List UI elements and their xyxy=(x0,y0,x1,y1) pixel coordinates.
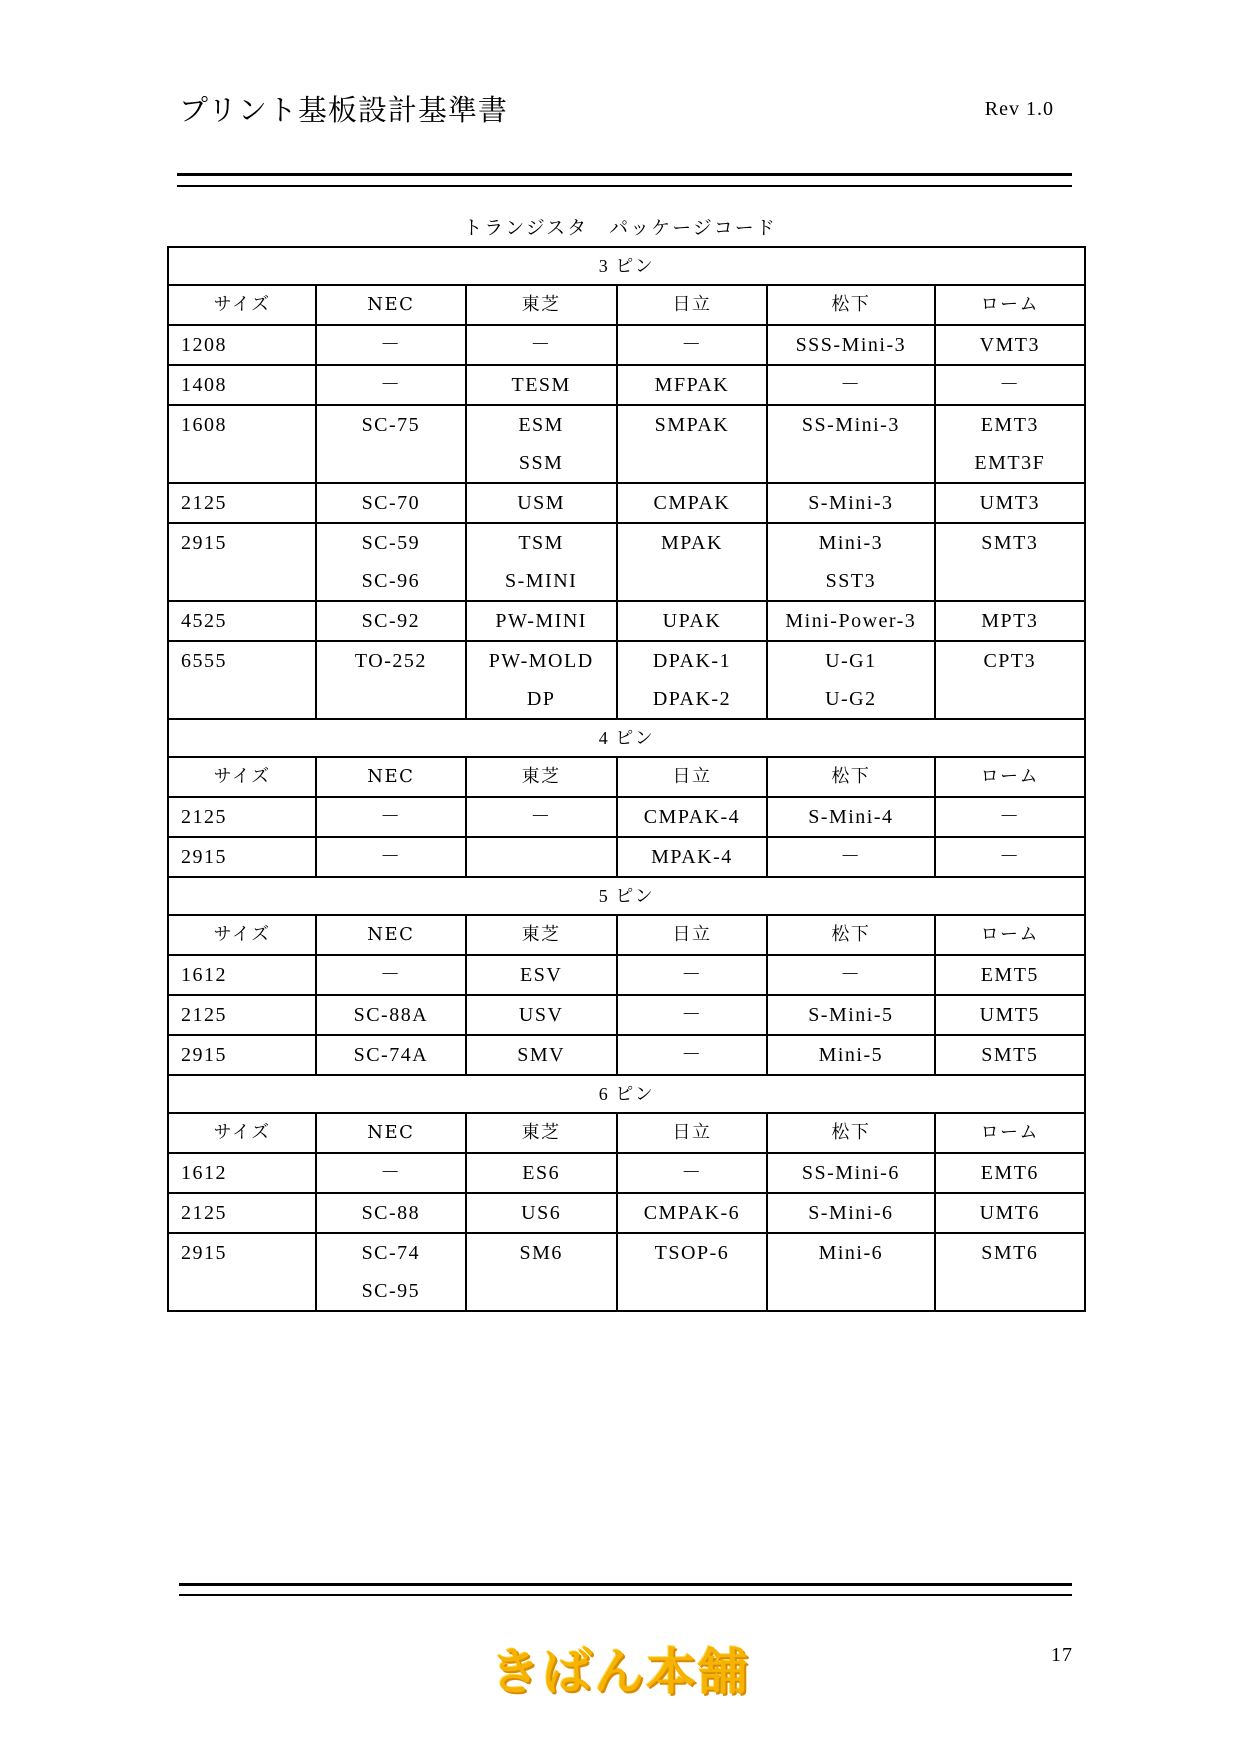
cell-rohm: UMT3 xyxy=(935,483,1085,523)
cell-toshiba: SM6 xyxy=(466,1233,617,1311)
cell-hitachi: CMPAK-4 xyxy=(617,797,767,837)
section-title: 6 ピン xyxy=(168,1075,1085,1113)
cell-hitachi: － xyxy=(617,1153,767,1193)
cell-toshiba: － xyxy=(466,797,617,837)
cell-size: 2125 xyxy=(168,995,316,1035)
cell-rohm: VMT3 xyxy=(935,325,1085,365)
cell-size: 2125 xyxy=(168,1193,316,1233)
cell-nec: TO-252 xyxy=(316,641,465,719)
cell-size: 2915 xyxy=(168,1035,316,1075)
cell-toshiba: TESM xyxy=(466,365,617,405)
section-title: 3 ピン xyxy=(168,247,1085,285)
table-row xyxy=(168,1153,1085,1193)
cell-hitachi: MPAK xyxy=(617,523,767,601)
table-row xyxy=(168,641,1085,719)
revision-label: Rev 1.0 xyxy=(984,98,1054,120)
section-row xyxy=(168,1075,1085,1113)
cell-rohm: UMT5 xyxy=(935,995,1085,1035)
cell-rohm: － xyxy=(935,365,1085,405)
table-row xyxy=(168,601,1085,641)
column-header-toshiba: 東芝 xyxy=(466,285,617,325)
cell-toshiba: ESV xyxy=(466,955,617,995)
cell-matsushita: SS-Mini-6 xyxy=(767,1153,935,1193)
cell-toshiba: － xyxy=(466,325,617,365)
cell-nec: － xyxy=(316,365,465,405)
section-row xyxy=(168,877,1085,915)
column-header-row xyxy=(168,915,1085,955)
table-row xyxy=(168,1035,1085,1075)
cell-nec: SC-59 SC-96 xyxy=(316,523,465,601)
column-header-toshiba: 東芝 xyxy=(466,1113,617,1153)
column-header-toshiba: 東芝 xyxy=(466,757,617,797)
column-header-size: サイズ xyxy=(168,915,316,955)
cell-size: 1612 xyxy=(168,1153,316,1193)
cell-rohm: － xyxy=(935,797,1085,837)
cell-nec: － xyxy=(316,955,465,995)
cell-matsushita: S-Mini-4 xyxy=(767,797,935,837)
column-header-size: サイズ xyxy=(168,1113,316,1153)
cell-matsushita: Mini-Power-3 xyxy=(767,601,935,641)
kiban-honpo-logo: きばん本舗 xyxy=(490,1643,750,1701)
cell-hitachi: UPAK xyxy=(617,601,767,641)
cell-matsushita: SSS-Mini-3 xyxy=(767,325,935,365)
cell-matsushita: S-Mini-6 xyxy=(767,1193,935,1233)
page-number: 17 xyxy=(1051,1644,1073,1666)
table-row xyxy=(168,955,1085,995)
cell-hitachi: CMPAK-6 xyxy=(617,1193,767,1233)
column-header-nec: NEC xyxy=(316,285,465,325)
cell-toshiba: US6 xyxy=(466,1193,617,1233)
cell-size: 6555 xyxy=(168,641,316,719)
cell-nec: SC-92 xyxy=(316,601,465,641)
column-header-matsushita: 松下 xyxy=(767,285,935,325)
cell-toshiba: USM xyxy=(466,483,617,523)
column-header-rohm: ローム xyxy=(935,757,1085,797)
cell-toshiba: ES6 xyxy=(466,1153,617,1193)
cell-hitachi: － xyxy=(617,1035,767,1075)
cell-rohm: EMT6 xyxy=(935,1153,1085,1193)
cell-rohm: CPT3 xyxy=(935,641,1085,719)
section-row xyxy=(168,247,1085,285)
cell-rohm: MPT3 xyxy=(935,601,1085,641)
cell-hitachi: MPAK-4 xyxy=(617,837,767,877)
cell-matsushita: Mini-5 xyxy=(767,1035,935,1075)
table-row xyxy=(168,797,1085,837)
table-row xyxy=(168,365,1085,405)
footer-rule-top xyxy=(179,1583,1072,1586)
column-header-row xyxy=(168,1113,1085,1153)
cell-nec: － xyxy=(316,325,465,365)
cell-nec: SC-88A xyxy=(316,995,465,1035)
cell-matsushita: U-G1 U-G2 xyxy=(767,641,935,719)
section-title: 4 ピン xyxy=(168,719,1085,757)
table-row xyxy=(168,837,1085,877)
cell-rohm: EMT3 EMT3F xyxy=(935,405,1085,483)
cell-rohm: SMT3 xyxy=(935,523,1085,601)
cell-toshiba xyxy=(466,837,617,877)
column-header-row xyxy=(168,285,1085,325)
cell-size: 1408 xyxy=(168,365,316,405)
cell-matsushita: S-Mini-5 xyxy=(767,995,935,1035)
footer-rule-bottom xyxy=(179,1594,1072,1596)
cell-toshiba: USV xyxy=(466,995,617,1035)
column-header-rohm: ローム xyxy=(935,285,1085,325)
column-header-nec: NEC xyxy=(316,915,465,955)
section-row xyxy=(168,719,1085,757)
column-header-hitachi: 日立 xyxy=(617,285,767,325)
cell-toshiba: ESM SSM xyxy=(466,405,617,483)
cell-nec: SC-74A xyxy=(316,1035,465,1075)
cell-size: 1608 xyxy=(168,405,316,483)
column-header-nec: NEC xyxy=(316,1113,465,1153)
cell-size: 2915 xyxy=(168,523,316,601)
table-row xyxy=(168,325,1085,365)
column-header-hitachi: 日立 xyxy=(617,757,767,797)
cell-toshiba: TSM S-MINI xyxy=(466,523,617,601)
cell-rohm: SMT5 xyxy=(935,1035,1085,1075)
cell-size: 1208 xyxy=(168,325,316,365)
table-row xyxy=(168,405,1085,483)
table-caption: トランジスタ パッケージコード xyxy=(463,217,777,239)
column-header-rohm: ローム xyxy=(935,1113,1085,1153)
document-title: プリント基板設計基準書 xyxy=(179,93,508,127)
table-row xyxy=(168,995,1085,1035)
cell-rohm: － xyxy=(935,837,1085,877)
column-header-matsushita: 松下 xyxy=(767,1113,935,1153)
cell-toshiba: SMV xyxy=(466,1035,617,1075)
column-header-hitachi: 日立 xyxy=(617,915,767,955)
cell-matsushita: Mini-3 SST3 xyxy=(767,523,935,601)
cell-size: 2915 xyxy=(168,1233,316,1311)
package-table-body xyxy=(168,247,1085,1311)
column-header-toshiba: 東芝 xyxy=(466,915,617,955)
cell-hitachi: SMPAK xyxy=(617,405,767,483)
cell-hitachi: CMPAK xyxy=(617,483,767,523)
cell-matsushita: － xyxy=(767,365,935,405)
cell-matsushita: － xyxy=(767,837,935,877)
cell-hitachi: TSOP-6 xyxy=(617,1233,767,1311)
column-header-hitachi: 日立 xyxy=(617,1113,767,1153)
cell-hitachi: － xyxy=(617,955,767,995)
cell-size: 1612 xyxy=(168,955,316,995)
cell-matsushita: － xyxy=(767,955,935,995)
cell-matsushita: SS-Mini-3 xyxy=(767,405,935,483)
column-header-size: サイズ xyxy=(168,757,316,797)
cell-toshiba: PW-MOLD DP xyxy=(466,641,617,719)
package-code-table xyxy=(167,246,1086,1312)
cell-size: 2915 xyxy=(168,837,316,877)
cell-hitachi: DPAK-1 DPAK-2 xyxy=(617,641,767,719)
cell-nec: SC-75 xyxy=(316,405,465,483)
table-row xyxy=(168,1233,1085,1311)
column-header-matsushita: 松下 xyxy=(767,915,935,955)
header-rule-bottom xyxy=(177,185,1072,187)
cell-nec: － xyxy=(316,837,465,877)
column-header-nec: NEC xyxy=(316,757,465,797)
cell-nec: － xyxy=(316,797,465,837)
section-title: 5 ピン xyxy=(168,877,1085,915)
column-header-row xyxy=(168,757,1085,797)
cell-nec: SC-88 xyxy=(316,1193,465,1233)
column-header-rohm: ローム xyxy=(935,915,1085,955)
cell-nec: － xyxy=(316,1153,465,1193)
table-row xyxy=(168,523,1085,601)
cell-size: 2125 xyxy=(168,483,316,523)
cell-matsushita: S-Mini-3 xyxy=(767,483,935,523)
cell-rohm: EMT5 xyxy=(935,955,1085,995)
column-header-size: サイズ xyxy=(168,285,316,325)
header-rule-top xyxy=(177,173,1072,176)
table-row xyxy=(168,483,1085,523)
cell-rohm: SMT6 xyxy=(935,1233,1085,1311)
cell-toshiba: PW-MINI xyxy=(466,601,617,641)
cell-size: 2125 xyxy=(168,797,316,837)
cell-size: 4525 xyxy=(168,601,316,641)
cell-hitachi: － xyxy=(617,325,767,365)
table-row xyxy=(168,1193,1085,1233)
cell-rohm: UMT6 xyxy=(935,1193,1085,1233)
cell-nec: SC-74 SC-95 xyxy=(316,1233,465,1311)
cell-matsushita: Mini-6 xyxy=(767,1233,935,1311)
cell-nec: SC-70 xyxy=(316,483,465,523)
cell-hitachi: － xyxy=(617,995,767,1035)
cell-hitachi: MFPAK xyxy=(617,365,767,405)
column-header-matsushita: 松下 xyxy=(767,757,935,797)
